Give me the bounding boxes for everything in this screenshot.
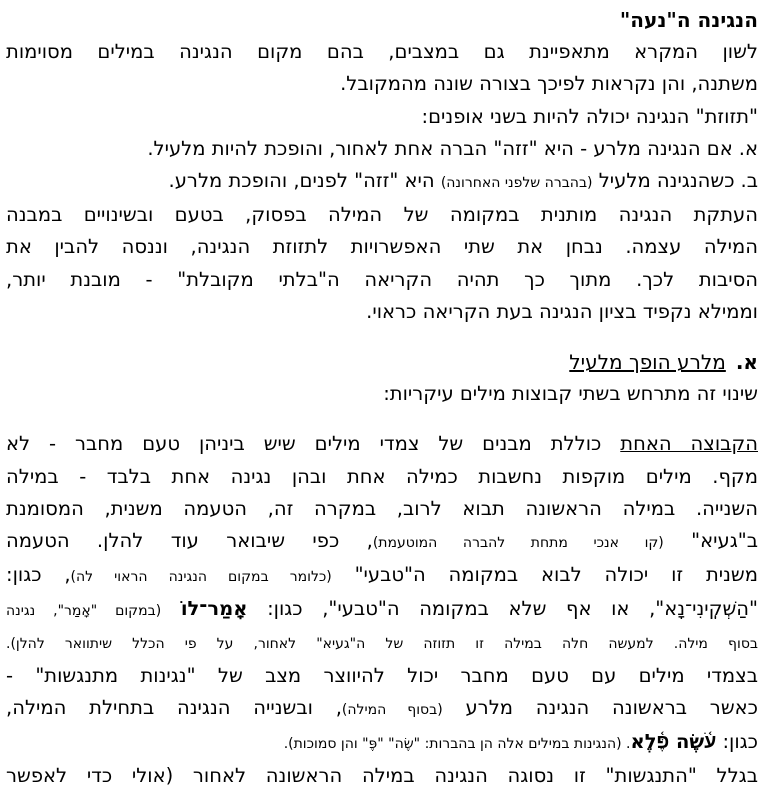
paragraph-line: שינוי זה מתרחש בשתי קבוצות מילים עיקריות: xyxy=(383,382,758,406)
parenthetical-note: (בסוף המילה) xyxy=(341,702,443,719)
section-title: הנגינה ה"נעה" xyxy=(619,8,758,32)
parenthetical-note: (כלומר במקום הנגינה הראוי לה) xyxy=(70,569,332,586)
paragraph-line: וממילא נקפיד בציון הנגינה בעת הקריאה כראוי. xyxy=(366,299,758,323)
paragraph-line: השנייה. במילה הראשונה תבוא לרוב, במקרה זה, הטעמה משנית, המסומנת xyxy=(6,496,758,520)
footnote-line: בסוף מילה. למעשה חלה במילה זו תזוזה של ה"געיא" לאחור, על פי הכלל שיתוואר להלן). xyxy=(6,635,758,652)
parenthetical-note: . (הנגינות במילים אלה הן בהברות: "שֶׂה" "פֶּ" והן סמוכות). xyxy=(283,736,631,753)
paragraph-line: המילה עצמה. נבחן את שתי האפשרויות לתזוזת הנגינה, וננסה להבין את xyxy=(6,235,758,259)
spacer xyxy=(6,410,758,428)
paragraph-line: כגון: עֹ֫שֶׂה פֶּ֫לֶא. (הנגינות במילים אלה הן בהברות: "שֶׂה" "פֶּ" והן סמוכות). xyxy=(283,730,758,754)
subsection-title: מלרע הופך מלעיל xyxy=(569,350,726,375)
paragraph-line: כאשר בראשונה הנגינה מלרע (בסוף המילה), ובשנייה הנגינה בתחילת המילה, xyxy=(6,696,758,720)
paragraph-line: לשון המקרא מתאפיינת גם במצבים, בהם מקום הנגינה במילים מסוימות xyxy=(6,40,758,64)
paragraph-line: משתנה, והן נקראות לפיכך בצורה שונה מהמקובל. xyxy=(340,72,758,96)
parenthetical-note: (בהברה שלפני האחרונה) xyxy=(440,175,593,192)
paragraph-line: הקבוצה האחת כוללת מבנים של צמדי מילים שיש ביניהן טעם מחבר - לא xyxy=(6,432,758,456)
subsection-heading xyxy=(6,346,758,378)
paragraph-line: הסיבות לכך. מתוך כך תהיה הקריאה ה"בלתי מקובלת" - מובנת יותר, xyxy=(6,267,758,291)
subsection-letter: א. xyxy=(735,350,758,375)
list-item-a xyxy=(6,133,758,165)
paragraph-line: בגלל "התנגשות" זו נסוגה הנגינה במילה הראשונה לאחור (אולי כדי לאפשר xyxy=(6,764,758,788)
parenthetical-note: (במקום "אָמַר", נגינה xyxy=(6,603,162,620)
paragraph-line: מקף. מילים מוקפות נחשבות כמילה אחת ובהן נגינה אחת בלבד - במילה xyxy=(6,464,758,488)
paragraph-line: בצמדי מילים עם טעם מחבר יכול להיווצר מצב של "נגינות מתנגשות" - xyxy=(6,663,758,687)
list-item-text: כשהנגינה מלעיל xyxy=(592,169,735,193)
paragraph-line: משנית זו יכולה לבוא במקומה ה"טבעי" (כלומר במקום הנגינה הראוי לה), כגון: xyxy=(6,563,758,587)
paragraph-line: "תזוזת" הנגינה יכולה להיות בשני אופנים: xyxy=(421,104,758,128)
paragraph-line: העתקת הנגינה מותנית במקומה של המילה בפסוק, בטעם ובשינויים במבנה xyxy=(6,203,758,227)
parenthetical-note: (קו אנכי מתחת להברה המוטעמת) xyxy=(372,535,664,552)
group-term: הקבוצה האחת xyxy=(620,432,758,456)
document-page xyxy=(6,4,758,793)
list-item-text: היא "זזה" לפנים, והופכת מלרע. xyxy=(168,169,441,193)
list-marker: ב. xyxy=(740,169,758,193)
paragraph-line: ב"געיא" (קו אנכי מתחת להברה המוטעמת), כפי שיבואר עוד להלן. הטעמה xyxy=(6,529,758,553)
paragraph-line: "הַשְׁקִֽינִי־נָא", או אף שלא במקומה ה"טבעי", כגון: אָֽמַר־לוֹ (במקום "אָמַר", נגינה xyxy=(6,597,759,621)
list-item-text: אם הנגינה מלרע - היא "זזה" הברה אחת לאחור, והופכת להיות מלעיל. xyxy=(147,136,733,160)
list-item-b xyxy=(6,165,758,199)
list-marker: א. xyxy=(738,136,758,160)
spacer xyxy=(6,328,758,346)
